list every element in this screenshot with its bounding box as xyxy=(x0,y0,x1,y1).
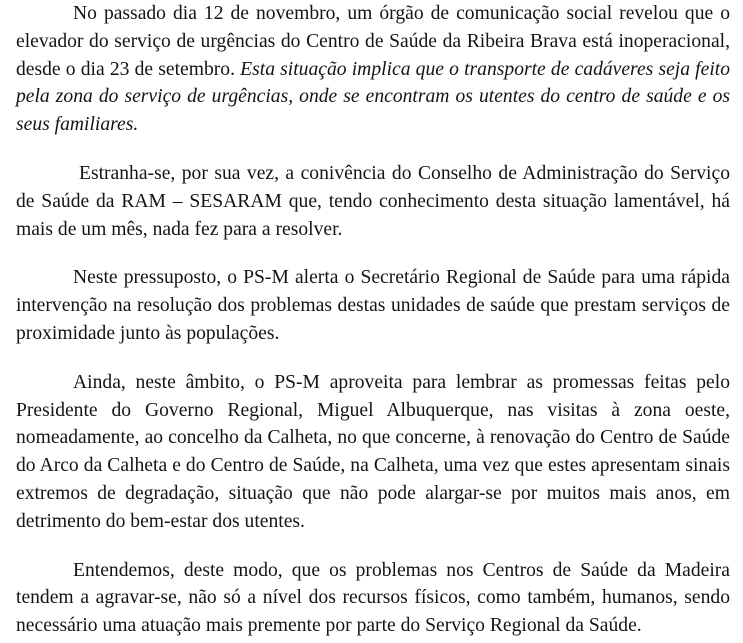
paragraph-sesaram-criticism xyxy=(16,160,730,243)
paragraph-italic-text: Esta situação implica que o transporte de cadáveres seja feito pela zona do serviço de urgências, onde se encontram os utentes do centro de saúde e os seus familiares. xyxy=(16,58,731,136)
paragraph-elevator-report xyxy=(16,0,730,139)
paragraph-conclusion xyxy=(16,557,730,640)
paragraph-text: Ainda, neste âmbito, o PS-M aproveita para lembrar as promessas feitas pelo Presidente do Governo Regional, Miguel Albuquerque, nas visitas à zona oeste, nomeadamente, ao concelho da Calheta, no que concerne, à renovação do Centro de Saúde do Arco da Calheta e do Centro de Saúde, na Calheta, uma vez que estes apresentam sinais extremos de degradação, situação que não pode alargar-se por muitos mais anos, em detrimento do bem-estar dos utentes. xyxy=(16,371,730,532)
paragraph-text: Entendemos, deste modo, que os problemas nos Centros de Saúde da Madeira tendem a agravar-se, não só a nível dos recursos físicos, como também, humanos, sendo necessário uma atuação mais premente por parte do Serviço Regional da Saúde. xyxy=(16,559,730,637)
paragraph-text: No passado dia 12 de novembro, um órgão de comunicação social revelou que o elevador do serviço de urgências do Centro de Saúde da Ribeira Brava está inoperacional, desde o dia 23 de setembro. xyxy=(16,3,730,80)
paragraph-psm-alert xyxy=(16,264,730,347)
paragraph-text: Estranha-se, por sua vez, a conivência do Conselho de Administração do Serviço de Saúde da RAM – SESARAM que, tendo conhecimento desta situação lamentável, há mais de um mês, nada fez para a resolver. xyxy=(16,162,730,240)
document-body xyxy=(16,0,730,640)
paragraph-text: Neste pressuposto, o PS-M alerta o Secretário Regional de Saúde para uma rápida intervenção na resolução dos problemas destas unidades de saúde que prestam serviços de proximidade junto às populações. xyxy=(16,267,730,344)
paragraph-calheta-promises xyxy=(16,369,730,536)
